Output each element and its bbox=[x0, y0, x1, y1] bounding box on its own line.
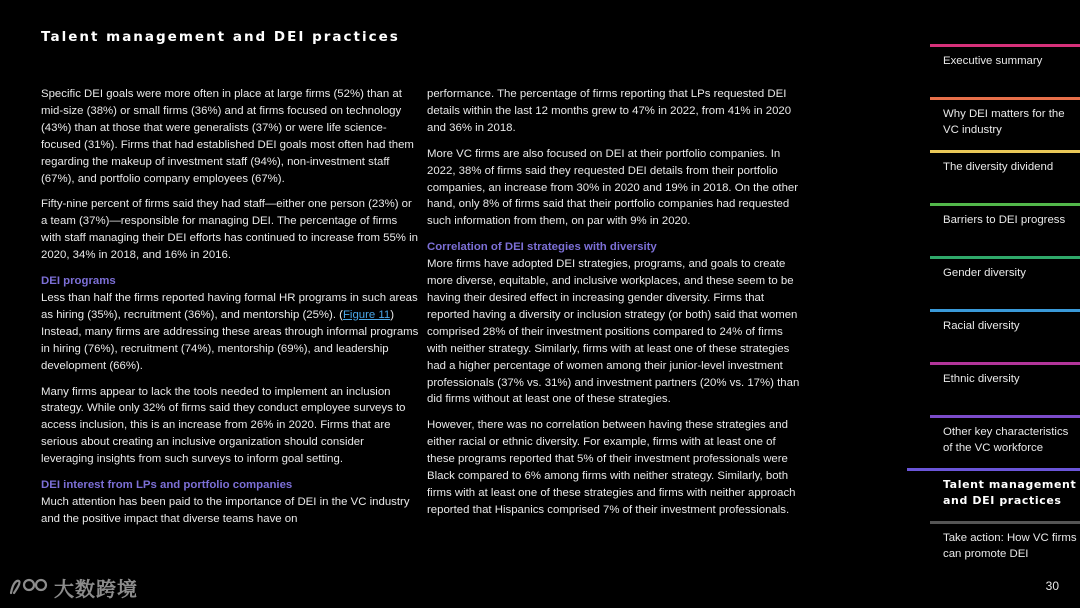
nav-item-take-action[interactable] bbox=[930, 521, 1080, 562]
section-heading: DEI interest from LPs and portfolio companies bbox=[41, 479, 293, 492]
paragraph: More VC firms are also focused on DEI at their portfolio companies. In 2022, 38% of firms said they requested DEI details from their portfolio companies, an increase from 30% in 2020 and 19% in 2018. On the other hand, only 8% of firms said that their portfolio companies had requested such information from them, on par with 9% in 2020. bbox=[427, 147, 799, 228]
nav-item-other-characteristics[interactable] bbox=[930, 415, 1080, 456]
nav-item-gender-diversity[interactable] bbox=[930, 256, 1080, 281]
paragraph-text: Less than half the firms reported having formal HR programs in such areas as hiring (35%), recruitment (36%), and mentorship (25%). ( bbox=[41, 291, 418, 321]
nav-item-label: Take action: How VC firms can promote DEI bbox=[943, 532, 1077, 560]
nav-item-label: The diversity dividend bbox=[943, 161, 1054, 173]
nav-item-label: Other key characteristics of the VC workforce bbox=[943, 426, 1069, 454]
section-heading: Correlation of DEI strategies with diversity bbox=[427, 241, 657, 254]
nav-item-ethnic-diversity[interactable] bbox=[930, 362, 1080, 387]
nav-item-label: Executive summary bbox=[943, 55, 1043, 67]
paragraph: performance. The percentage of firms reporting that LPs requested DEI details within the last 12 months grew to 47% in 2022, from 41% in 2020 and 36% in 2018. bbox=[427, 88, 792, 134]
paragraph: Specific DEI goals were more often in place at large firms (52%) than at mid-size (38%) or small firms (36%) and at firms focused on technology (43%) than at those that were generalists (37%) or were life science-focused (31%). Firms that had established DEI goals most often had them regarding the makeup of investment staff (94%), non-investment staff (67%), and portfolio company employees (67%). bbox=[41, 88, 414, 185]
figure-11-link[interactable]: Figure 11 bbox=[342, 308, 391, 321]
nav-item-label: Ethnic diversity bbox=[943, 373, 1020, 385]
nav-item-label: Gender diversity bbox=[943, 267, 1026, 279]
section-heading: DEI programs bbox=[41, 275, 116, 288]
nav-item-racial-diversity[interactable] bbox=[930, 309, 1080, 334]
text-column-left bbox=[41, 86, 419, 537]
paragraph-text: More firms have adopted DEI strategies, programs, and goals to create more diverse, equitable, and inclusive workplaces, and these seem to be having their desired effect in increasing gender diversity. Firms that reported having a diversity or inclusion strategy (or both) said that women comprised 28% of their investment positions compared to 24% of firms with neither strategy. Similarly, firms with at least one of these strategies had a higher percentage of women among their junior-level investment professionals (37% vs. 31%) and investment partners (20% vs. 17%) than did firms without at least one of these strategies. bbox=[427, 258, 800, 406]
nav-item-diversity-dividend[interactable] bbox=[930, 150, 1080, 175]
page-number: 30 bbox=[1045, 579, 1059, 593]
section-dei-programs bbox=[41, 273, 419, 374]
nav-item-label: Racial diversity bbox=[943, 320, 1020, 332]
section-correlation bbox=[427, 239, 805, 408]
watermark-text: 大数跨境 bbox=[54, 578, 138, 601]
paragraph-text: Much attention has been paid to the importance of DEI in the VC industry and the positive impact that diverse teams have on bbox=[41, 495, 410, 525]
section-lp-interest bbox=[41, 477, 419, 528]
page-title: Talent management and DEI practices bbox=[41, 29, 400, 45]
nav-item-talent-management[interactable] bbox=[907, 468, 1080, 509]
text-column-right bbox=[427, 86, 805, 528]
nav-item-executive-summary[interactable] bbox=[930, 44, 1080, 69]
nav-item-label: Talent management and DEI practices bbox=[943, 478, 1077, 507]
nav-item-why-dei-matters[interactable] bbox=[930, 97, 1080, 138]
paragraph: Fifty-nine percent of firms said they had staff—either one person (23%) or a team (37%)—responsible for managing DEI. The percentage of firms with staff managing their DEI efforts has continued to increase from 55% in 2020, 34% in 2018, and 16% in 2016. bbox=[41, 198, 418, 262]
nav-item-label: Why DEI matters for the VC industry bbox=[943, 108, 1065, 136]
watermark-logo-icon bbox=[8, 576, 48, 598]
nav-item-barriers[interactable] bbox=[930, 203, 1080, 228]
paragraph: Many firms appear to lack the tools needed to implement an inclusion strategy. While only 32% of firms said they conduct employee surveys to access inclusion, this is an increase from 26% in 2020. Firms that are serious about creating an inclusive organization should consider leveraging insights from such surveys to inform goal setting. bbox=[41, 385, 406, 466]
watermark bbox=[8, 572, 138, 602]
nav-item-label: Barriers to DEI progress bbox=[943, 214, 1066, 226]
paragraph-text: ) Instead, many firms are addressing these areas through informal programs in hiring (76%), recruitment (74%), mentorship (69%), and leadership development (66%). bbox=[41, 308, 419, 372]
paragraph: However, there was no correlation between having these strategies and either racial or ethnic diversity. For example, firms with at least one of these programs reported that 5% of their investment professionals were Black compared to 6% among firms with neither strategy. Similarly, both firms with at least one of these strategies and firms with neither approach reported that Hispanics comprised 7% of their investment professionals. bbox=[427, 419, 796, 516]
